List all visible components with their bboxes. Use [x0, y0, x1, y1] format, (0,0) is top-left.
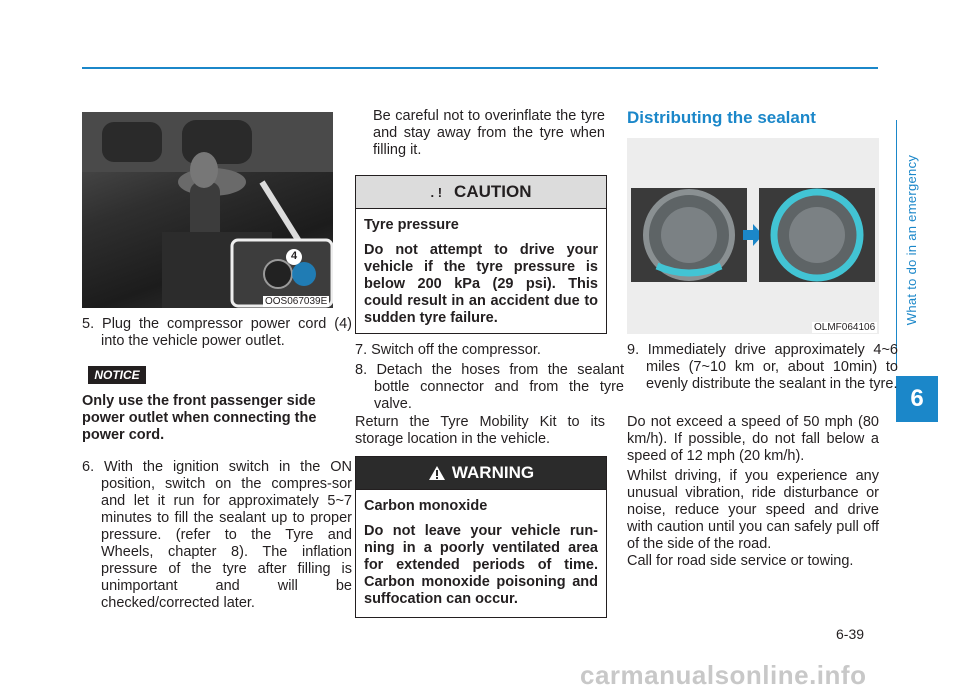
vibration-text: Whilst driving, if you experience any unusual vibration, ride disturbance or noise, reduce your speed and drive with caution until you can safely pull off of the side of the road. — [627, 468, 879, 552]
step-9: 9. Immediately drive approximately 4~6 miles (7~10 km or, about 10min) to evenly distribute the sealant in the tyre. — [627, 342, 898, 392]
caution-title: CAUTION — [454, 182, 532, 201]
console-photo — [82, 112, 333, 308]
speed-limit-text: Do not exceed a speed of 50 mph (80 km/h). If possible, do not fall below a speed of 12 mph (20 km/h). — [627, 414, 879, 464]
step-5: 5. Plug the compressor power cord (4) into the vehicle power outlet. — [82, 316, 352, 349]
overinflate-note: Be careful not to overinflate the tyre and stay away from the tyre when filling it. — [373, 108, 605, 158]
header-rule — [82, 67, 878, 69]
step-6: 6. With the ignition switch in the ON position, switch on the compres-sor and let it run for approximately 5~7 minutes to fill the sealant up to proper pressure. (refer to the Tyre and Wheels, chapter 8). The inflation pressure of the tyre after filling is unimportant and will be checked/corrected later. — [82, 459, 352, 611]
notice-tag: NOTICE — [88, 366, 146, 384]
return-kit-text: Return the Tyre Mobility Kit to its storage location in the vehicle. — [355, 414, 605, 447]
section-title: Distributing the sealant — [627, 108, 816, 127]
chapter-tab: 6 — [896, 376, 938, 422]
callout-number: 4 — [290, 250, 298, 262]
caution-text: Do not attempt to drive your vehicle if the tyre pressure is below 200 kPa (29 psi). This could result in an accident due to sudden tyre failure. — [364, 242, 598, 326]
warning-text: Do not leave your vehicle run-ning in a poorly ventilated area for extended periods of time. Carbon monoxide poisoning and suffocation can occur. — [364, 523, 598, 607]
page-number: 6-39 — [836, 626, 865, 642]
warning-subtitle: Carbon monoxide — [364, 498, 488, 514]
step-8: 8. Detach the hoses from the sealant bottle connector and from the tyre valve. — [355, 362, 624, 412]
chapter-side-label: What to do in an emergency — [903, 154, 919, 326]
warning-header — [356, 457, 606, 490]
warning-title: WARNING — [451, 463, 535, 482]
side-rule — [896, 120, 897, 370]
warning-body — [356, 490, 606, 616]
photo-code-left: OOS067039E — [265, 296, 328, 307]
caution-box — [355, 175, 607, 334]
warning-box — [355, 456, 607, 618]
roadside-service-text: Call for road side service or towing. — [627, 553, 854, 569]
tyre-illustration — [627, 138, 879, 334]
caution-subtitle: Tyre pressure — [364, 217, 459, 233]
notice-text: Only use the front passenger side power outlet when connecting the power cord. — [82, 393, 317, 443]
warning-triangle-icon — [428, 465, 446, 481]
step-7: 7. Switch off the compressor. — [355, 342, 541, 358]
caution-icon: . ! — [430, 184, 443, 200]
caution-header — [356, 176, 606, 209]
tyre-sealant-photo — [627, 138, 879, 334]
photo-code-right: OLMF064106 — [814, 322, 876, 333]
caution-body — [356, 209, 606, 335]
watermark: carmanualsonline.info — [580, 660, 867, 690]
console-illustration — [82, 112, 333, 308]
